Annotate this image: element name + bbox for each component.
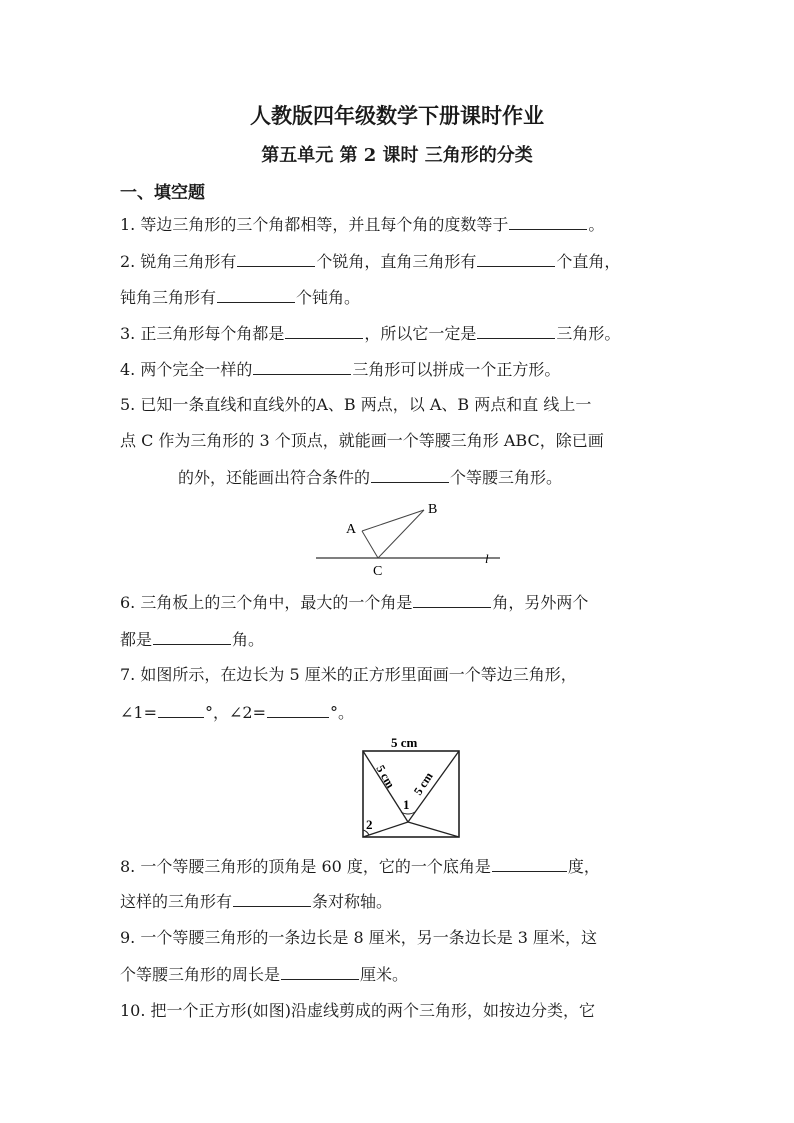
q8-blank-2[interactable] bbox=[233, 891, 311, 907]
question-1 bbox=[120, 214, 604, 235]
question-2-cont bbox=[120, 287, 360, 308]
question-5-line1: 5. 已知一条直线和直线外的A、B 两点，以 A、B 两点和直 线上一 bbox=[120, 395, 592, 414]
q3-blank-1[interactable] bbox=[285, 323, 363, 339]
q3-text-a: 3. 正三角形每个角都是 bbox=[120, 324, 285, 343]
q7-text-c: °。 bbox=[330, 703, 355, 722]
page-subtitle: 第五单元 第 2 课时 三角形的分类 bbox=[261, 145, 533, 166]
q8-text-d: 条对称轴。 bbox=[312, 892, 393, 911]
q3-text-b: ，所以它一定是 bbox=[364, 324, 477, 343]
q7-text-a: ∠1= bbox=[120, 703, 157, 722]
q7-blank-1[interactable] bbox=[158, 702, 204, 718]
top-length-label: 5 cm bbox=[391, 735, 418, 750]
q7-text-b: °，∠2= bbox=[205, 703, 266, 722]
q5-text-a: 的外，还能画出符合条件的 bbox=[178, 468, 371, 487]
page-title: 人教版四年级数学下册课时作业 bbox=[250, 103, 544, 128]
q2-text-c: 个直角， bbox=[556, 252, 621, 271]
question-3 bbox=[120, 323, 620, 344]
q2-text-e: 个钝角。 bbox=[296, 288, 361, 307]
square bbox=[363, 751, 459, 837]
q8-text-c: 这样的三角形有 bbox=[120, 892, 233, 911]
q5-figure bbox=[300, 498, 510, 580]
q1-text: 1. 等边三角形的三个角都相等，并且每个角的度数等于 bbox=[120, 215, 509, 234]
q8-blank-1[interactable] bbox=[492, 856, 567, 872]
q2-text-d: 钝角三角形有 bbox=[120, 288, 217, 307]
q6-text-b: 角，另外两个 bbox=[492, 593, 589, 612]
q2-blank-2[interactable] bbox=[477, 251, 555, 267]
q7-blank-2[interactable] bbox=[267, 702, 329, 718]
q2-text-a: 2. 锐角三角形有 bbox=[120, 252, 237, 271]
q9-blank[interactable] bbox=[281, 964, 359, 980]
question-7-line1: 7. 如图所示，在边长为 5 厘米的正方形里面画一个等边三角形， bbox=[120, 665, 577, 684]
q4-blank[interactable] bbox=[253, 359, 351, 375]
q4-text-a: 4. 两个完全一样的 bbox=[120, 360, 253, 379]
q8-text-a: 8. 一个等腰三角形的顶角是 60 度，它的一个底角是 bbox=[120, 857, 491, 876]
question-8-cont bbox=[120, 891, 392, 912]
angle-2-label: 2 bbox=[366, 817, 373, 832]
question-6-cont bbox=[120, 629, 264, 650]
q6-text-c: 都是 bbox=[120, 630, 153, 649]
q1-end: 。 bbox=[588, 215, 605, 234]
q6-blank-1[interactable] bbox=[413, 592, 491, 608]
q1-blank[interactable] bbox=[509, 214, 587, 230]
angle-1-label: 1 bbox=[403, 797, 410, 812]
question-4 bbox=[120, 359, 560, 380]
label-l: l bbox=[485, 551, 489, 566]
q6-text-a: 6. 三角板上的三个角中，最大的一个角是 bbox=[120, 593, 413, 612]
q8-text-b: 度， bbox=[567, 857, 600, 876]
q6-text-d: 角。 bbox=[232, 630, 265, 649]
question-9-line2 bbox=[120, 964, 408, 985]
q2-blank-3[interactable] bbox=[217, 287, 295, 303]
q3-text-c: 三角形。 bbox=[556, 324, 621, 343]
section-heading: 一、填空题 bbox=[120, 183, 205, 203]
segment-bc bbox=[378, 510, 424, 558]
question-10-line1: 10. 把一个正方形(如图)沿虚线剪成的两个三角形，如按边分类，它 bbox=[120, 1001, 596, 1020]
q2-text-b: 个锐角，直角三角形有 bbox=[316, 252, 477, 271]
label-b: B bbox=[428, 502, 438, 517]
right-length-label: 5 cm bbox=[410, 769, 436, 798]
q5-blank[interactable] bbox=[371, 467, 449, 483]
line-bottom-right bbox=[408, 822, 459, 837]
question-2 bbox=[120, 251, 620, 272]
left-length-label: 5 cm bbox=[373, 762, 398, 791]
q4-text-b: 三角形可以拼成一个正方形。 bbox=[352, 360, 561, 379]
question-5-line3 bbox=[178, 467, 562, 488]
q6-blank-2[interactable] bbox=[153, 629, 231, 645]
question-7-line2 bbox=[120, 702, 354, 723]
question-6 bbox=[120, 592, 588, 613]
q9-text-b: 厘米。 bbox=[360, 965, 409, 984]
q9-text-a: 个等腰三角形的周长是 bbox=[120, 965, 281, 984]
label-c: C bbox=[373, 564, 383, 579]
segment-ac bbox=[362, 531, 378, 558]
question-5-line2: 点 C 作为三角形的 3 个顶点，就能画一个等腰三角形 ABC，除已画 bbox=[120, 431, 604, 450]
question-8 bbox=[120, 856, 600, 877]
q7-figure bbox=[356, 730, 466, 842]
q3-blank-2[interactable] bbox=[477, 323, 555, 339]
question-9-line1: 9. 一个等腰三角形的一条边长是 8 厘米，另一条边长是 3 厘米，这 bbox=[120, 928, 598, 947]
segment-ab bbox=[362, 510, 424, 531]
q5-text-b: 个等腰三角形。 bbox=[450, 468, 563, 487]
q2-blank-1[interactable] bbox=[237, 251, 315, 267]
label-a: A bbox=[346, 522, 357, 537]
